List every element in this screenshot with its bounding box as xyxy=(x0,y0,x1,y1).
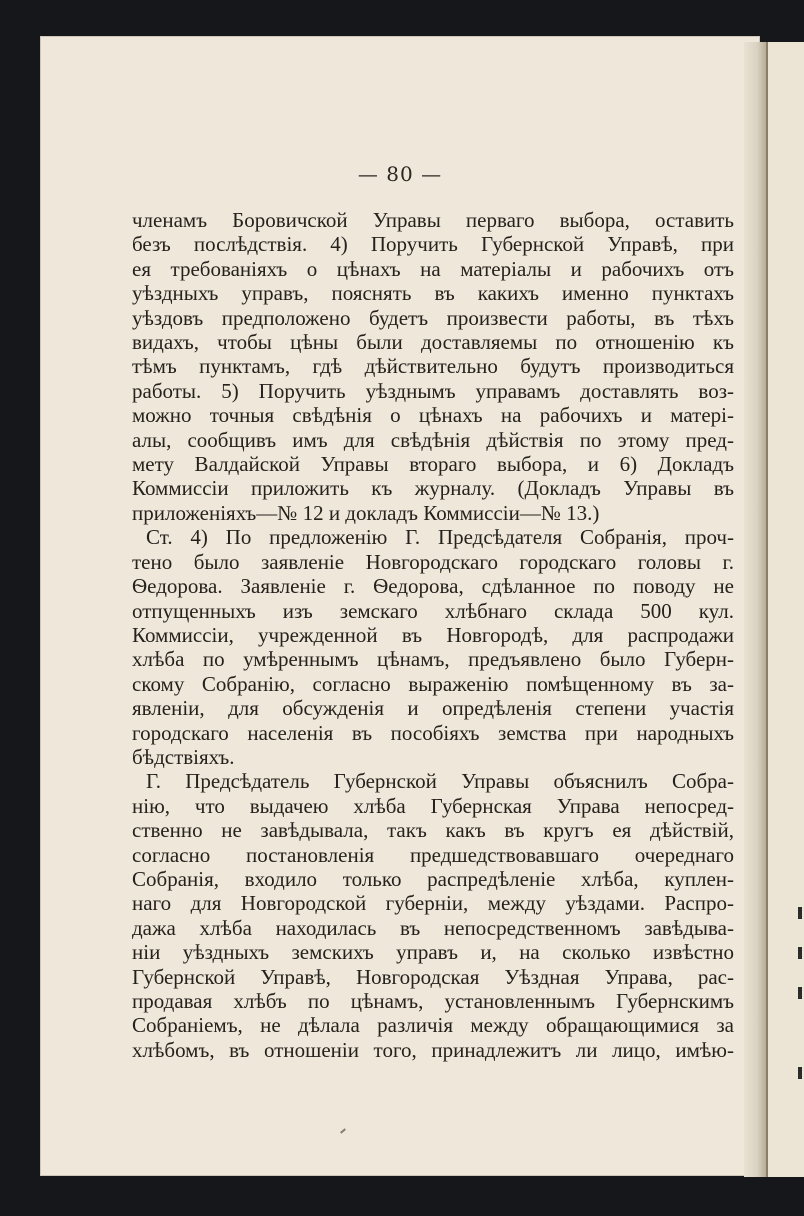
adjacent-page xyxy=(766,42,804,1177)
ink-mark xyxy=(798,947,802,959)
text-line: видахъ, чтобы цѣны были доставляемы по отношенію къ xyxy=(132,330,734,355)
text-line: безъ послѣдствія. 4) Поручить Губернской Управѣ, при xyxy=(132,232,734,257)
text-line: наго для Новгородской губерніи, между уѣздами. Распро- xyxy=(132,891,734,916)
text-line: отпущенныхъ изъ земскаго хлѣбнаго склада 500 кул. xyxy=(132,598,734,623)
text-line: членамъ Боровичской Управы перваго выбора, оставить xyxy=(132,208,734,232)
text-line: тѣмъ пунктамъ, гдѣ дѣйствительно будутъ производиться xyxy=(132,354,734,379)
text-line: ея требованіяхъ о цѣнахъ на матеріалы и рабочихъ отъ xyxy=(132,256,734,281)
text-line: согласно постановленія предшедствовавшаго очереднаго xyxy=(132,842,734,867)
text-line: Собранія, входило только распредѣленіе хлѣба, куплен- xyxy=(132,866,734,891)
text-line: ственно не завѣдывала, такъ какъ въ кругъ ея дѣйствій, xyxy=(132,818,734,843)
text-line: городскаго населенія въ пособіяхъ земства при народныхъ xyxy=(132,720,734,745)
text-line: дажа хлѣба находилась въ непосредственномъ завѣдыва- xyxy=(132,915,734,940)
text-line: Ст. 4) По предложенію Г. Предсѣдателя Собранія, проч- xyxy=(146,525,734,550)
text-line: тено было заявленіе Новгородскаго городскаго головы г. xyxy=(132,549,734,574)
text-line: приложеніяхъ—№ 12 и докладъ Коммиссіи—№ 13.) xyxy=(132,500,600,525)
pencil-mark xyxy=(340,1128,346,1133)
text-line: нію, что выдачею хлѣба Губернская Управа непосред- xyxy=(132,793,734,818)
text-line: уѣздовъ предположено будетъ произвести работы, въ тѣхъ xyxy=(132,305,734,330)
ink-mark xyxy=(798,907,802,919)
text-line: продавая хлѣбъ по цѣнамъ, установленнымъ Губернскимъ xyxy=(132,989,734,1013)
text-line: Коммиссіи, учрежденной въ Новгородѣ, для распродажи xyxy=(132,622,734,647)
text-line: Коммиссіи приложить къ журналу. (Докладъ Управы въ xyxy=(132,476,734,501)
text-line: Собраніемъ, не дѣлала различія между обращающимися за xyxy=(132,1013,734,1038)
text-line: ніи уѣздныхъ земскихъ управъ и, на сколько извѣстно xyxy=(132,940,734,965)
book-page xyxy=(40,36,760,1176)
text-line: хлѣба по умѣреннымъ цѣнамъ, предъявлено было Губерн- xyxy=(132,647,734,672)
text-line: работы. 5) Поручить уѣзднымъ управамъ доставлять воз- xyxy=(132,378,734,403)
text-line: скому Собранію, согласно выраженію помѣщенному въ за- xyxy=(132,671,734,696)
text-line: бѣдствіяхъ. xyxy=(132,744,235,769)
text-line: Губернской Управѣ, Новгородская Уѣздная Управа, рас- xyxy=(132,964,734,989)
page-body-text xyxy=(132,208,734,1062)
text-line: уѣздныхъ управъ, пояснять въ какихъ именно пунктахъ xyxy=(132,281,734,306)
ink-mark xyxy=(798,987,802,999)
text-line: можно точныя свѣдѣнія о цѣнахъ на рабочихъ и матері- xyxy=(132,403,734,428)
ink-mark xyxy=(798,1067,802,1079)
text-line: мету Валдайской Управы втораго выбора, и 6) Докладъ xyxy=(132,452,734,477)
text-line: явленіи, для обсужденія и опредѣленія степени участія xyxy=(132,696,734,721)
page-number: — 80 — xyxy=(357,162,443,186)
text-line: Г. Предсѣдатель Губернской Управы объяснилъ Собра- xyxy=(146,769,734,794)
page-edge xyxy=(744,42,766,1177)
text-line: хлѣбомъ, въ отношеніи того, принадлежитъ ли лицо, имѣю- xyxy=(132,1037,734,1062)
text-line: Ѳедорова. Заявленіе г. Ѳедорова, сдѣланное по поводу не xyxy=(132,574,734,599)
text-line: алы, сообщивъ имъ для свѣдѣнія дѣйствія по этому пред- xyxy=(132,427,734,452)
